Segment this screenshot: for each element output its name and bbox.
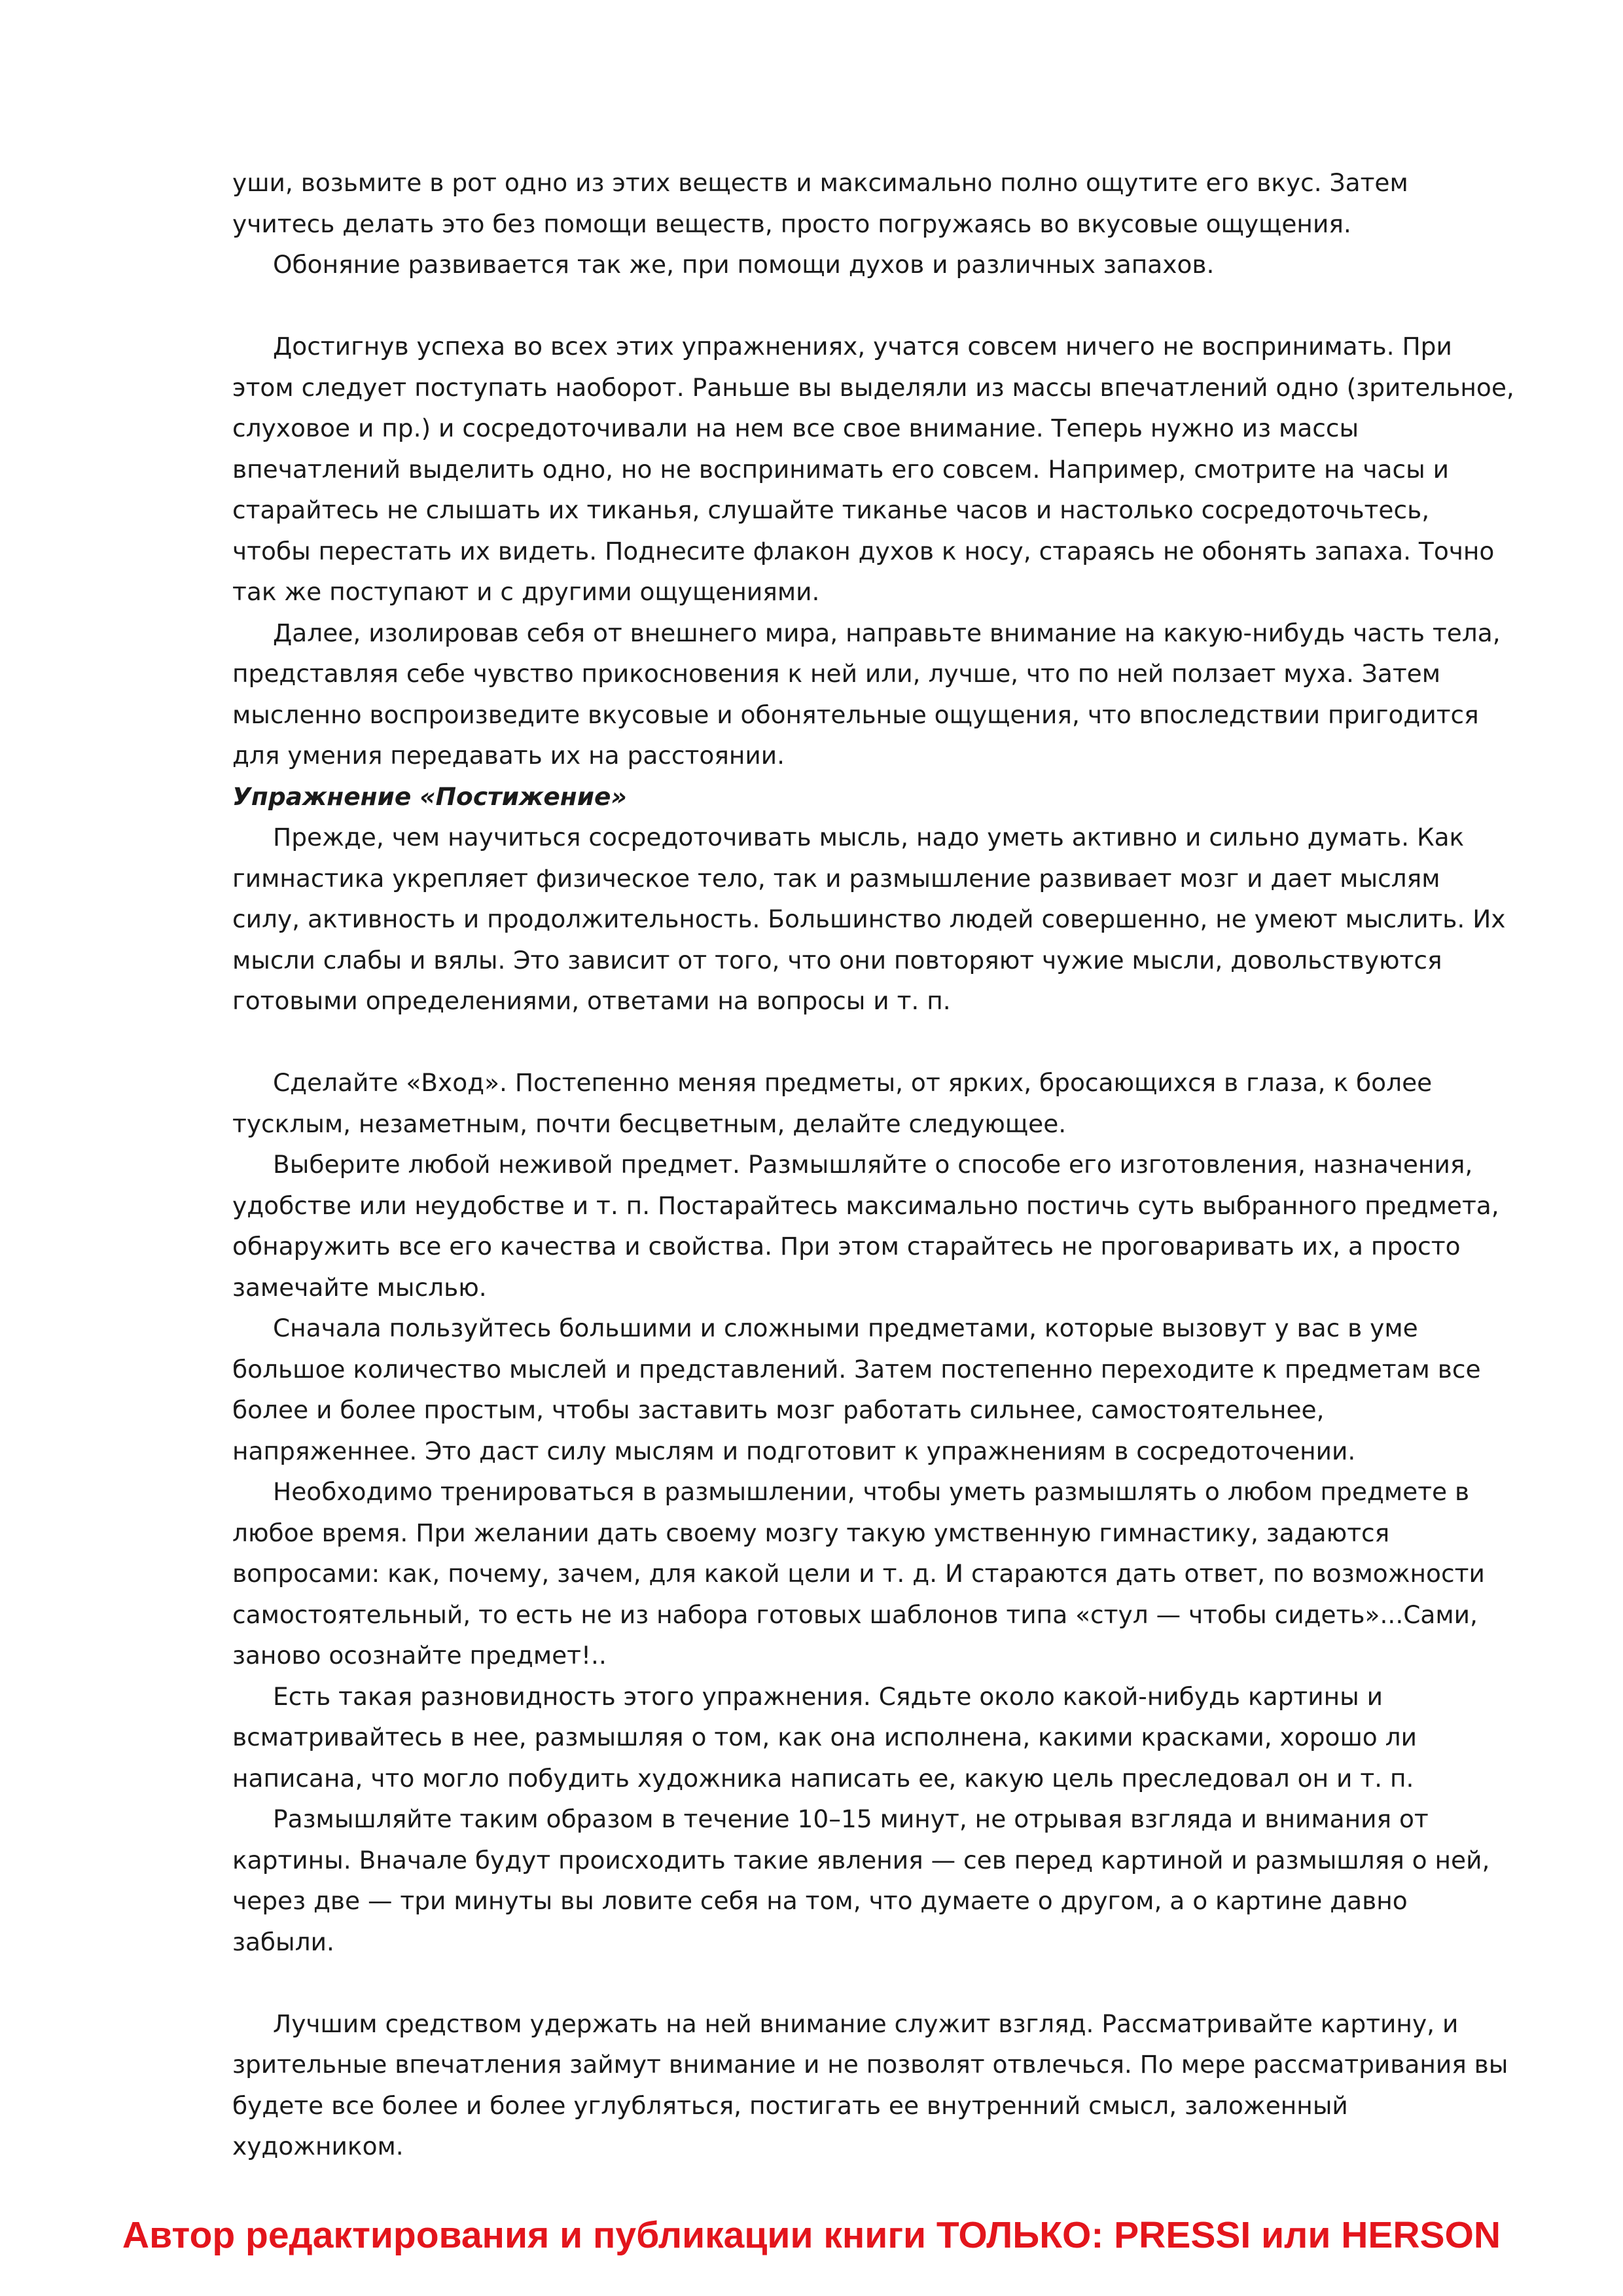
paragraph: уши, возьмите в рот одно из этих веществ и максимально полно ощутите его вкус. Затем учитесь делать это без помощи веществ, просто погружаясь во вкусовые ощущения. (232, 168, 1408, 238)
paragraph: Достигнув успеха во всех этих упражнениях, учатся совсем ничего не воспринимать. При этом следует поступать наоборот. Раньше вы выделяли из массы впечатлений одно (зрительное, слуховое и пр.) и сосредоточивали на нем все свое внимание. Теперь нужно из массы впечатлений выделить одно, но не воспринимать его совсем. Например, смотрите на часы и старайтесь не слышать их тиканья, слушайте тиканье часов и настолько сосредоточьтесь, чтобы перестать их видеть. Поднесите флакон духов к носу, стараясь не обонять запаха. Точно так же поступают и с другими ощущениями. (232, 332, 1514, 606)
document-body (232, 162, 1515, 2167)
paragraph: Сначала пользуйтесь большими и сложными предметами, которые вызовут у вас в уме большое количество мыслей и представлений. Затем постепенно переходите к предметам все более и более простым, чтобы заставить мозг работать сильнее, самостоятельнее, напряженнее. Это даст силу мыслям и подготовит к упражнениям в сосредоточении. (232, 1314, 1481, 1465)
paragraph: Прежде, чем научиться сосредоточивать мысль, надо уметь активно и сильно думать. Как гимнастика укрепляет физическое тело, так и размышление развивает мозг и дает мыслям силу, активность и продолжительность. Большинство людей совершенно, не умеют мыслить. Их мысли слабы и вялы. Это зависит от того, что они повторяют чужие мысли, довольствуются готовыми определениями, ответами на вопросы и т. п. (232, 823, 1506, 1015)
paragraph-gap (232, 285, 1515, 327)
paragraph: Далее, изолировав себя от внешнего мира, направьте внимание на какую-нибудь часть тела, представляя себе чувство прикосновения к ней или, лучше, что по ней ползает муха. Затем мысленно воспроизведите вкусовые и обонятельные ощущения, что впоследствии пригодится для умения передавать их на расстоянии. (232, 618, 1501, 770)
publisher-footer: Автор редактирования и публикации книги ТОЛЬКО: PRESSI или HERSON (122, 2214, 1501, 2256)
paragraph: Размышляйте таким образом в течение 10–15 минут, не отрывая взгляда и внимания от картины. Вначале будут происходить такие явления — сев перед картиной и размышляя о ней, через две — три минуты вы ловите себя на том, что думаете о другом, а о картине давно забыли. (232, 1804, 1490, 1956)
section-heading: Упражнение «Постижение» (232, 781, 627, 811)
paragraph-gap (232, 1022, 1515, 1063)
paragraph: Необходимо тренироваться в размышлении, чтобы уметь размышлять о любом предмете в любое время. При желании дать своему мозгу такую умственную гимнастику, задаются вопросами: как, почему, зачем, для какой цели и т. д. И стараются дать ответ, по возможности самостоятельный, то есть не из набора готовых шаблонов типа «стул — чтобы сидеть»...Сами, заново осознайте предмет!.. (232, 1477, 1485, 1670)
paragraph: Обоняние развивается так же, при помощи духов и различных запахов. (273, 250, 1215, 279)
paragraph-gap (232, 1962, 1515, 2003)
paragraph: Лучшим средством удержать на ней внимание служит взгляд. Рассматривайте картину, и зрительные впечатления займут внимание и не позволят отвлечься. По мере рассматривания вы будете все более и более углубляться, постигать ее внутренний смысл, заложенный художником. (232, 2009, 1508, 2161)
paragraph: Сделайте «Вход». Постепенно меняя предметы, от ярких, бросающихся в глаза, к более тусклым, незаметным, почти бесцветным, делайте следующее. (232, 1068, 1433, 1138)
paragraph: Выберите любой неживой предмет. Размышляйте о способе его изготовления, назначения, удобстве или неудобстве и т. п. Постарайтесь максимально постичь суть выбранного предмета, обнаружить все его качества и свойства. При этом старайтесь не проговаривать их, а просто замечайте мыслью. (232, 1150, 1499, 1302)
paragraph: Есть такая разновидность этого упражнения. Сядьте около какой-нибудь картины и всматривайтесь в нее, размышляя о том, как она исполнена, какими красками, хорошо ли написана, что могло побудить художника написать ее, какую цель преследовал он и т. п. (232, 1681, 1417, 1793)
